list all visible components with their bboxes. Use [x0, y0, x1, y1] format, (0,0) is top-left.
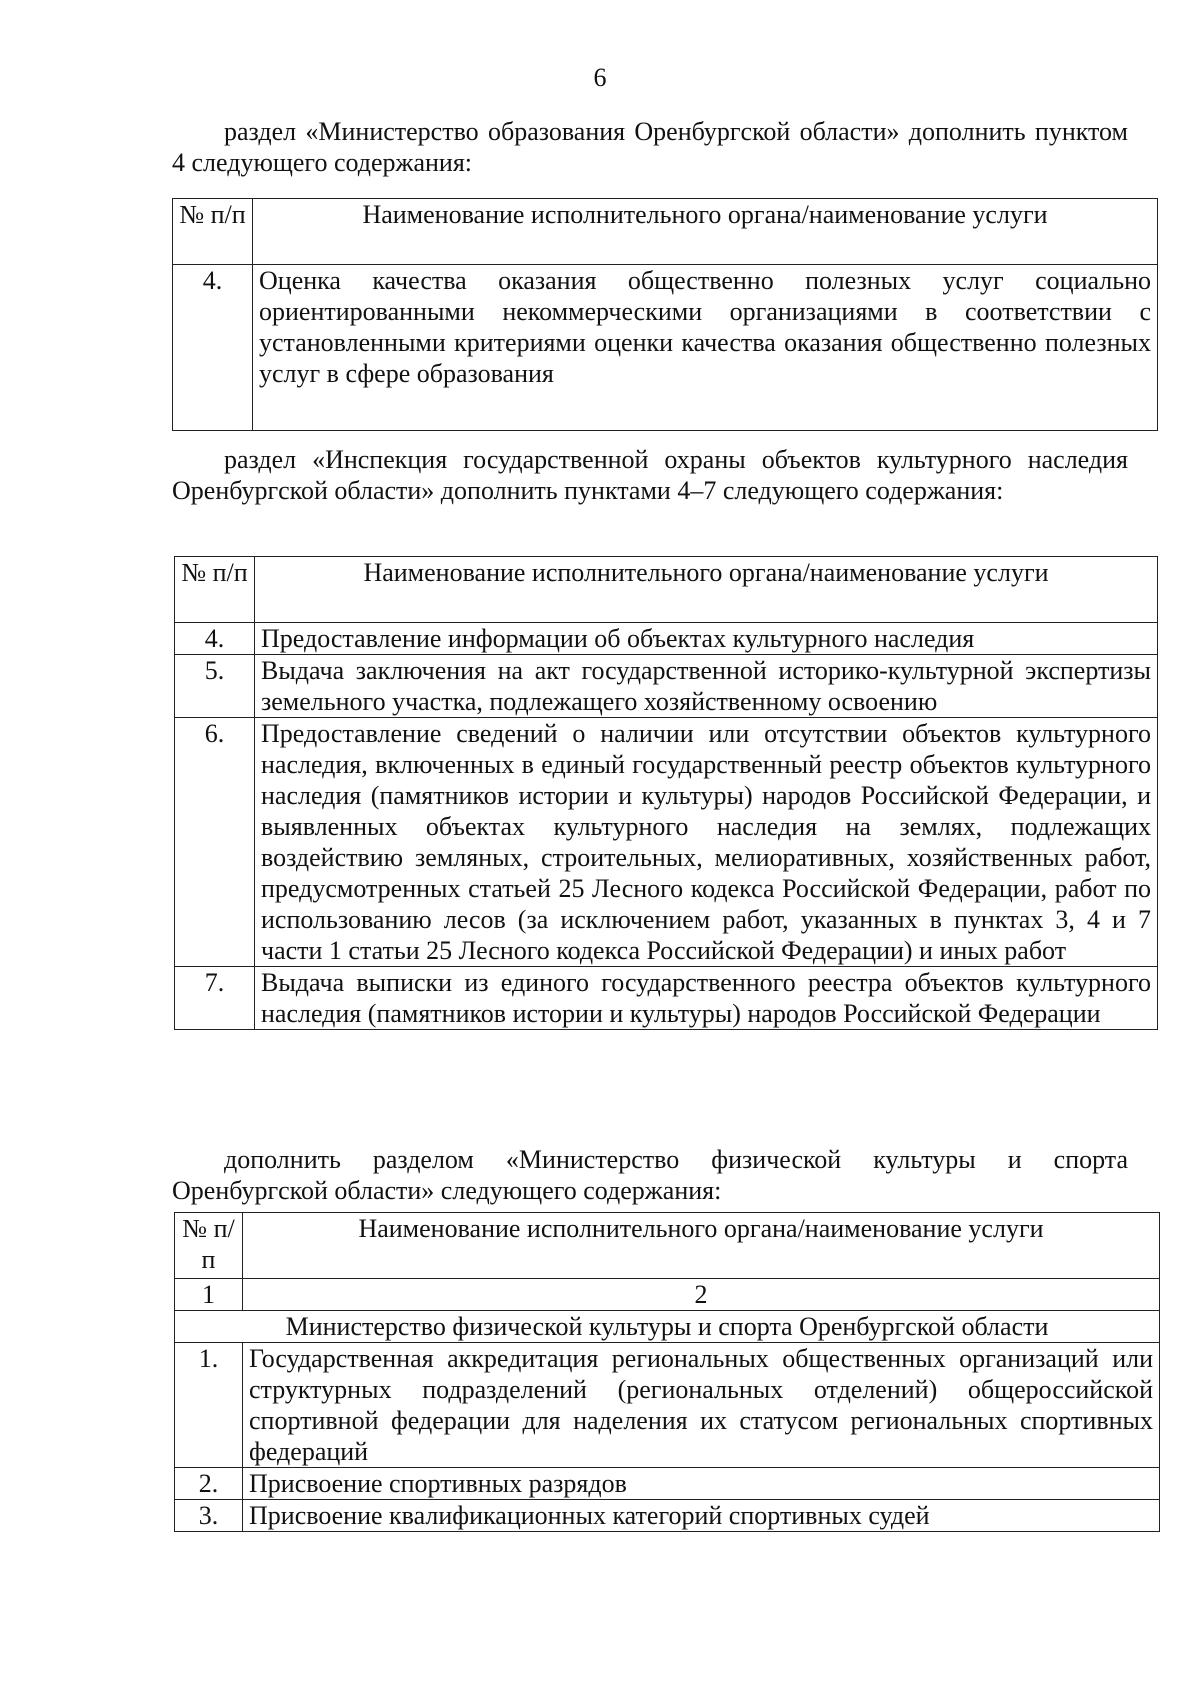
section1-table — [172, 198, 1158, 431]
column-number-2: 2 — [243, 1279, 1160, 1311]
row-num: 2. — [175, 1468, 243, 1500]
row-text: Выдача выписки из единого государственного реестра объектов культурного наследия (памятников истории и культуры) народов Российской Федерации — [255, 967, 1158, 1030]
page-number: 6 — [593, 63, 607, 92]
header-name: Наименование исполнительного органа/наименование услуги — [255, 557, 1158, 623]
section2-intro: раздел «Инспекция государственной охраны объектов культурного наследия Оренбургской области» дополнить пунктами 4–7 следующего содержания: — [172, 445, 1128, 505]
table-row — [175, 1468, 1160, 1500]
table-row — [175, 655, 1158, 718]
row-num: 5. — [175, 655, 255, 718]
column-number-1: 1 — [175, 1279, 243, 1311]
row-text: Предоставление сведений о наличии или отсутствии объектов культурного наследия, включенных в единый государственный реестр объектов культурного наследия (памятников истории и культуры) народов Российской Федерации, и выявленных объектах культурного наследия на землях, подлежащих воздействию земляных, строительных, мелиоративных, хозяйственных работ, предусмотренных статьей 25 Лесного кодекса Российской Федерации, работ по использованию лесов (за исключением работ, указанных в пунктах 3, 4 и 7 части 1 статьи 25 Лесного кодекса Российской Федерации) и иных работ — [255, 718, 1158, 967]
table-header-row — [175, 557, 1158, 623]
row-num: 1. — [175, 1343, 243, 1468]
table-row — [175, 967, 1158, 1030]
row-text: Выдача заключения на акт государственной историко-культурной экспертизы земельного участка, подлежащего хозяйственному освоению — [255, 655, 1158, 718]
row-num: 4. — [173, 265, 253, 431]
ministry-title: Министерство физической культуры и спорта Оренбургской области — [175, 1311, 1160, 1343]
section2-table — [174, 556, 1158, 1030]
row-text: Присвоение квалификационных категорий спортивных судей — [243, 1500, 1160, 1532]
row-text: Присвоение спортивных разрядов — [243, 1468, 1160, 1500]
row-num: 4. — [175, 623, 255, 655]
table-row — [175, 1500, 1160, 1532]
ministry-title-row — [175, 1311, 1160, 1343]
header-num: № п/п — [175, 557, 255, 623]
section1-intro: раздел «Министерство образования Оренбургской области» дополнить пунктом 4 следующего содержания: — [172, 117, 1128, 177]
table-row — [173, 265, 1158, 431]
column-numbers-row — [175, 1279, 1160, 1311]
section3-table — [174, 1212, 1160, 1532]
header-num: № п/п — [175, 1213, 243, 1279]
table-row — [175, 1343, 1160, 1468]
table-header-row — [173, 199, 1158, 265]
section3-intro: дополнить разделом «Министерство физической культуры и спорта Оренбургской области» следующего содержания: — [172, 1145, 1128, 1205]
row-text: Предоставление информации об объектах культурного наследия — [255, 623, 1158, 655]
row-num: 7. — [175, 967, 255, 1030]
header-name: Наименование исполнительного органа/наименование услуги — [253, 199, 1158, 265]
table-header-row — [175, 1213, 1160, 1279]
row-num: 3. — [175, 1500, 243, 1532]
row-text: Оценка качества оказания общественно полезных услуг социально ориентированными некоммерческими организациями в соответствии с установленными критериями оценки качества оказания общественно полезных услуг в сфере образования — [253, 265, 1158, 431]
header-num: № п/п — [173, 199, 253, 265]
header-name: Наименование исполнительного органа/наименование услуги — [243, 1213, 1160, 1279]
row-num: 6. — [175, 718, 255, 967]
table-row — [175, 623, 1158, 655]
table-row — [175, 718, 1158, 967]
row-text: Государственная аккредитация региональных общественных организаций или структурных подразделений (региональных отделений) общероссийской спортивной федерации для наделения их статусом региональных спортивных федераций — [243, 1343, 1160, 1468]
